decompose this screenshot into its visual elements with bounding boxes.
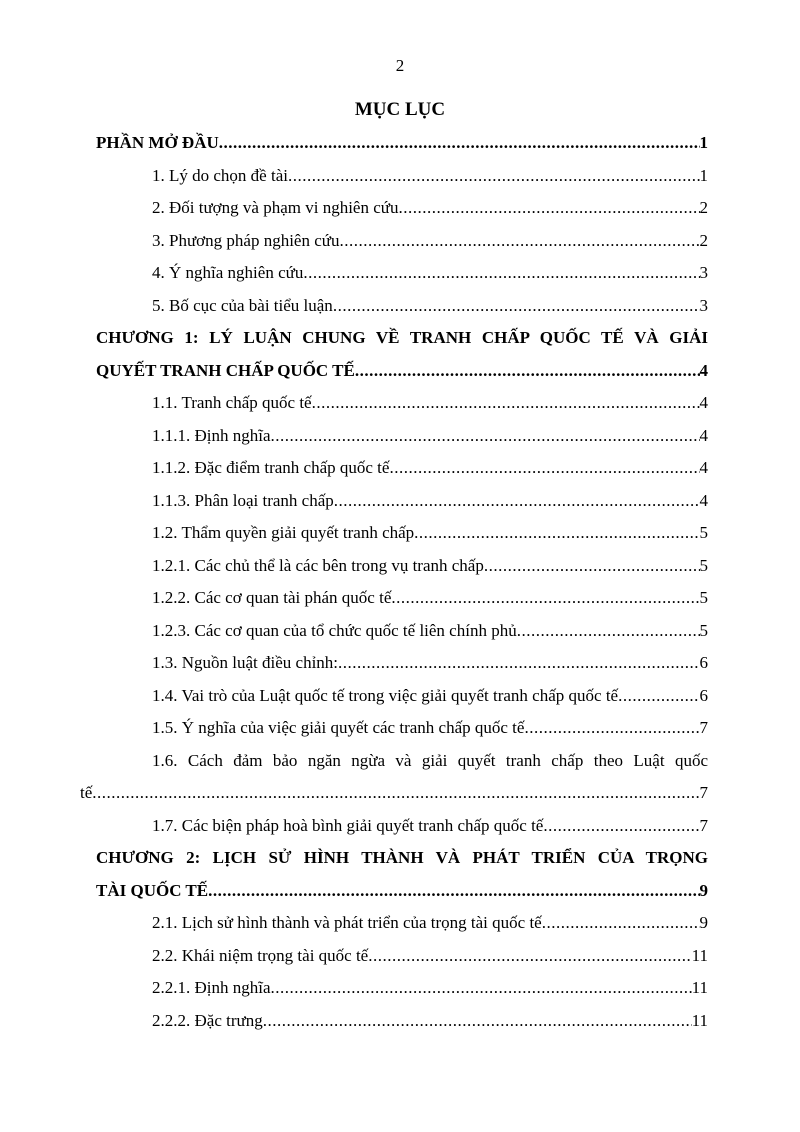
toc-entry-page: 9 (699, 913, 708, 932)
toc-entry[interactable] (96, 810, 708, 843)
toc-entry-label: 1.4. Vai trò của Luật quốc tế trong việc giải quyết tranh chấp quốc tế (152, 685, 619, 705)
toc-entry-page: 11 (691, 978, 708, 997)
toc-entry[interactable] (96, 680, 708, 713)
toc-chapter-2[interactable] (96, 875, 708, 908)
toc-entry-page: 11 (691, 1010, 708, 1030)
toc-leader-dots (524, 712, 699, 745)
toc-entry-page: 6 (699, 653, 708, 672)
toc-entry-page: 5 (699, 620, 708, 640)
toc-entry[interactable] (96, 192, 708, 225)
toc-entry[interactable] (96, 907, 708, 940)
toc-leader-dots (368, 940, 691, 973)
toc-entry[interactable] (96, 420, 708, 453)
toc-leader-dots (303, 257, 699, 290)
toc-entry-label: 1.1.1. Định nghĩa (152, 425, 271, 445)
toc-entry-label: 1. Lý do chọn đề tài (152, 165, 288, 185)
toc-entry-1-6[interactable] (80, 777, 708, 810)
toc-chapter-1[interactable] (96, 355, 708, 388)
toc-entry-label: 5. Bố cục của bài tiểu luận (152, 295, 333, 315)
toc-entry-label: 1.1.2. Đặc điểm tranh chấp quốc tế (152, 458, 390, 477)
toc-leader-dots (414, 517, 699, 550)
toc-entry[interactable] (96, 615, 708, 648)
toc-entry-page: 4 (699, 458, 708, 477)
toc-leader-dots (333, 290, 700, 323)
toc-entry-label: 4. Ý nghĩa nghiên cứu (152, 263, 304, 282)
toc-entry-page: 6 (699, 685, 708, 705)
toc-entry-page: 4 (699, 393, 708, 412)
toc-entry[interactable] (96, 452, 708, 485)
toc-entry-label: 1.2.2. Các cơ quan tài phán quốc tế (152, 588, 392, 607)
toc-entry[interactable] (96, 1005, 708, 1038)
toc-entry-page: 7 (699, 783, 708, 802)
toc-entry-page: 3 (699, 295, 708, 315)
toc-entry[interactable] (96, 582, 708, 615)
toc-entry-page: 11 (691, 945, 708, 965)
toc-chapter-2-line1[interactable]: CHƯƠNG 2: LỊCH SỬ HÌNH THÀNH VÀ PHÁT TRIỂN CỦA TRỌNG (96, 848, 708, 867)
toc-entry-page: 7 (699, 718, 708, 737)
toc-leader-dots (543, 810, 699, 843)
toc-entry-label: 1.2. Thẩm quyền giải quyết tranh chấp (152, 523, 415, 542)
toc-entry-label: 1.5. Ý nghĩa của việc giải quyết các tranh chấp quốc tế (152, 718, 525, 737)
toc-entry-label: 1.2.1. Các chủ thể là các bên trong vụ tranh chấp (152, 555, 484, 575)
toc-entry-label: TÀI QUỐC TẾ (96, 880, 209, 900)
toc-entry-label: 2.1. Lịch sử hình thành và phát triển của trọng tài quốc tế (152, 913, 542, 932)
toc-leader-dots (391, 582, 699, 615)
toc-leader-dots (263, 1005, 692, 1038)
toc-entry-page: 3 (699, 263, 708, 282)
toc-entry[interactable] (96, 712, 708, 745)
toc-leader-dots (517, 615, 700, 648)
toc-entry[interactable] (96, 940, 708, 973)
toc-leader-dots (618, 680, 699, 713)
toc-entry-label: PHẦN MỞ ĐẦU (96, 133, 219, 152)
toc-entry[interactable] (96, 647, 708, 680)
toc-entry-page: 1 (699, 133, 708, 152)
toc-entry-label: 1.7. Các biện pháp hoà bình giải quyết tranh chấp quốc tế (152, 815, 544, 835)
toc-entry-page: 2 (699, 230, 708, 250)
toc-entry-label: 1.2.3. Các cơ quan của tổ chức quốc tế liên chính phủ (152, 620, 517, 640)
toc-leader-dots (312, 387, 700, 420)
toc-entry-label: 2. Đối tượng và phạm vi nghiên cứu (152, 198, 399, 217)
toc-entry-label: 1.1.3. Phân loại tranh chấp (152, 490, 334, 510)
toc-leader-dots (389, 452, 699, 485)
toc-leader-dots (288, 160, 700, 193)
toc-leader-dots (339, 225, 699, 258)
toc-leader-dots (399, 192, 700, 225)
toc-entry-label: 3. Phương pháp nghiên cứu (152, 230, 340, 250)
toc-entry-page: 9 (699, 880, 708, 900)
toc-entry[interactable] (96, 225, 708, 258)
toc-leader-dots (542, 907, 700, 940)
toc-entry-label: 2.2. Khái niệm trọng tài quốc tế (152, 945, 369, 965)
toc-entry[interactable] (96, 160, 708, 193)
toc-entry-page: 2 (699, 198, 708, 217)
toc-entry-1-6-line1[interactable]: 1.6. Cách đảm bảo ngăn ngừa và giải quyết tranh chấp theo Luật quốc (152, 750, 708, 770)
toc-leader-dots (271, 420, 700, 453)
toc-entry-label: tế (80, 783, 93, 802)
toc-entry-label: 2.2.1. Định nghĩa (152, 978, 271, 997)
toc-leader-dots (92, 777, 699, 810)
toc-entry-page: 5 (699, 523, 708, 542)
toc-leader-dots (271, 972, 692, 1005)
toc-entry[interactable] (96, 485, 708, 518)
toc-leader-dots (355, 355, 700, 388)
toc-entry[interactable] (96, 517, 708, 550)
toc-entry-page: 4 (699, 490, 708, 510)
table-of-contents (80, 127, 708, 1037)
toc-entry[interactable] (96, 972, 708, 1005)
toc-entry-label: QUYẾT TRANH CHẤP QUỐC TẾ (96, 360, 355, 380)
toc-entry-page: 1 (699, 165, 708, 185)
toc-leader-dots (208, 875, 699, 908)
toc-entry-label: 2.2.2. Đặc trưng (152, 1010, 263, 1030)
toc-entry-page: 5 (699, 555, 708, 575)
toc-entry-label: 1.3. Nguồn luật điều chỉnh: (152, 653, 339, 672)
toc-entry[interactable] (96, 257, 708, 290)
toc-entry-page: 4 (699, 360, 708, 380)
toc-entry[interactable] (96, 550, 708, 583)
toc-entry[interactable] (96, 387, 708, 420)
toc-leader-dots (338, 647, 699, 680)
toc-chapter-1-line1[interactable]: CHƯƠNG 1: LÝ LUẬN CHUNG VỀ TRANH CHẤP QUỐC TẾ VÀ GIẢI (96, 328, 708, 347)
toc-entry[interactable] (96, 290, 708, 323)
toc-leader-dots (484, 550, 700, 583)
toc-title: MỤC LỤC (354, 99, 446, 120)
toc-entry-intro[interactable] (96, 127, 708, 160)
toc-entry-page: 7 (699, 815, 708, 835)
toc-leader-dots (219, 127, 700, 160)
page-number: 2 (395, 56, 405, 75)
toc-entry-label: 1.1. Tranh chấp quốc tế (152, 393, 312, 412)
toc-leader-dots (334, 485, 700, 518)
toc-entry-page: 5 (699, 588, 708, 607)
toc-entry-page: 4 (699, 425, 708, 445)
